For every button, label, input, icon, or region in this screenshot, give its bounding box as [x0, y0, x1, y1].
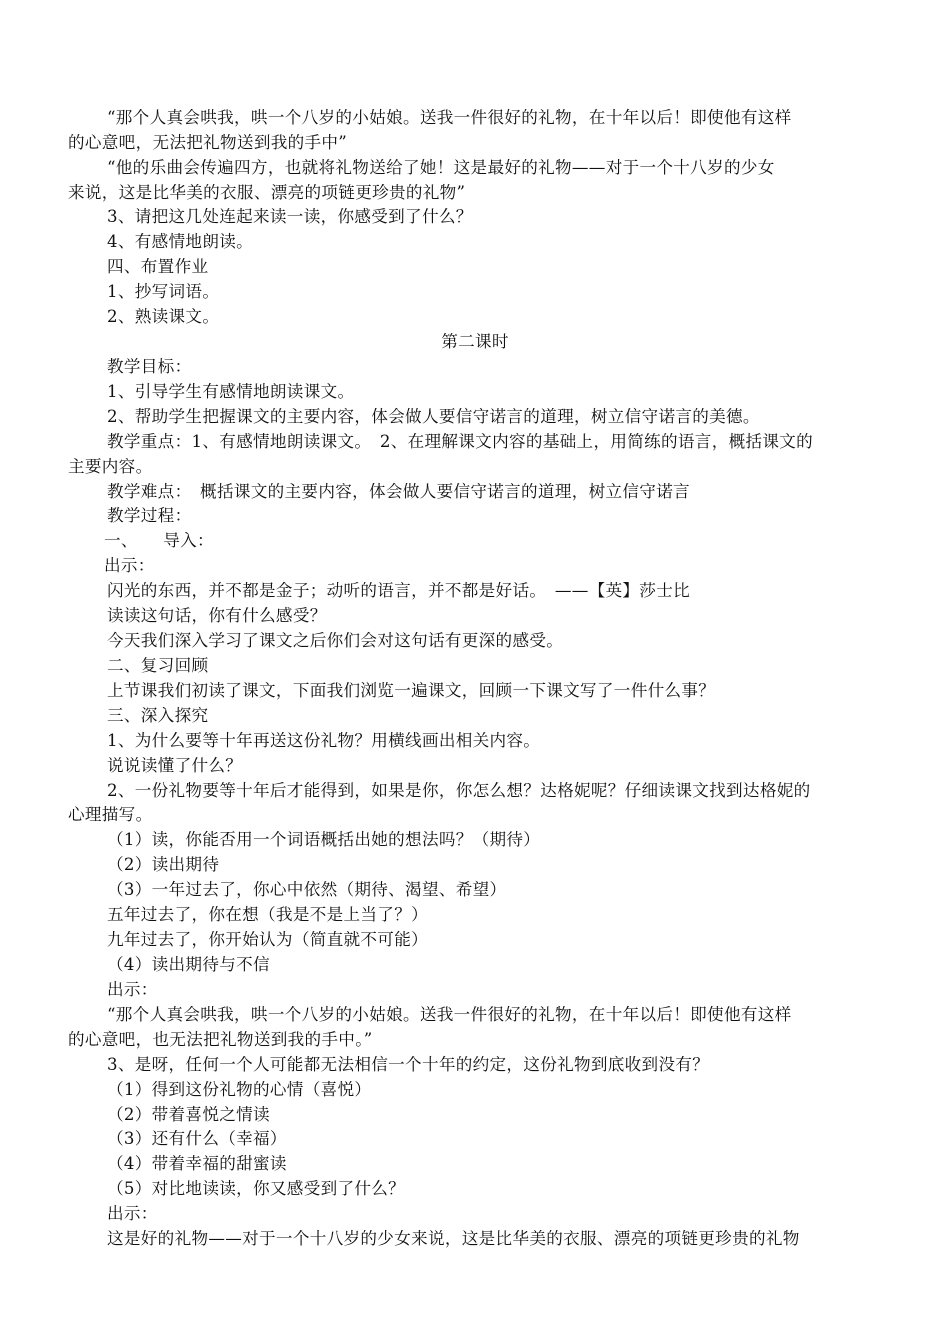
text-line: （4）带着幸福的甜蜜读: [107, 1154, 287, 1173]
text-line: 2、帮助学生把握课文的主要内容，体会做人要信守诺言的道理，树立信守诺言的美德。: [107, 407, 760, 426]
text-line: （5）对比地读读，你又感受到了什么？: [107, 1179, 406, 1198]
text-line: （4）读出期待与不信: [107, 955, 270, 974]
section-heading: 三、深入探究: [107, 706, 209, 725]
text-line: 出示：: [107, 980, 158, 999]
text-line: 3、是呀，任何一个人可能都无法相信一个十年的约定，这份礼物到底收到没有？: [107, 1055, 710, 1074]
text-line: 说说读懂了什么？: [107, 756, 243, 775]
text-line: 心理描写。: [68, 805, 153, 824]
text-line: （3）一年过去了，你心中依然（期待、渴望、希望）: [107, 880, 507, 899]
text-line: （1）得到这份礼物的心情（喜悦）: [107, 1080, 372, 1099]
text-line: 五年过去了，你在想（我是不是上当了？）: [107, 905, 428, 924]
text-line: （2）带着喜悦之情读: [107, 1105, 270, 1124]
text-line: 今天我们深入学习了课文之后你们会对这句话有更深的感受。: [107, 631, 564, 650]
text-line: 来说，这是比华美的衣服、漂亮的项链更珍贵的礼物”: [68, 183, 466, 202]
text-line: 主要内容。: [68, 457, 153, 476]
text-line: 的心意吧，无法把礼物送到我的手中”: [68, 133, 348, 152]
text-line: 1、为什么要等十年再送这份礼物？用横线画出相关内容。: [107, 731, 541, 750]
text-line: 这是好的礼物——对于一个十八岁的少女来说，这是比华美的衣服、漂亮的项链更珍贵的礼物: [107, 1229, 800, 1248]
section-heading: 二、复习回顾: [107, 656, 209, 675]
section-heading: 一、 导入：: [104, 531, 214, 550]
text-line: 教学重点：1、有感情地朗读课文。 2、在理解课文内容的基础上，用简练的语言，概括课文的: [107, 432, 814, 451]
text-line: 教学过程：: [107, 506, 192, 525]
text-line: （2）读出期待: [107, 855, 220, 874]
text-line: 出示：: [104, 556, 155, 575]
text-line: 上节课我们初读了课文，下面我们浏览一遍课文，回顾一下课文写了一件什么事？: [107, 681, 716, 700]
text-line: 3、请把这几处连起来读一读，你感受到了什么？: [107, 207, 473, 226]
text-line: “他的乐曲会传遍四方，也就将礼物送给了她！这是最好的礼物——对于一个十八岁的少女: [107, 158, 775, 177]
text-line: 出示：: [107, 1204, 158, 1223]
text-line: “那个人真会哄我，哄一个八岁的小姑娘。送我一件很好的礼物，在十年以后！即使他有这样: [107, 1005, 792, 1024]
section-heading: 四、布置作业: [107, 257, 209, 276]
text-line: 2、熟读课文。: [107, 307, 220, 326]
text-line: 1、引导学生有感情地朗读课文。: [107, 382, 355, 401]
text-line: 教学难点： 概括课文的主要内容，体会做人要信守诺言的道理，树立信守诺言: [107, 482, 690, 501]
text-line: 1、抄写词语。: [107, 282, 220, 301]
text-line: 的心意吧，也无法把礼物送到我的手中。”: [68, 1030, 373, 1049]
text-line: 读读这句话，你有什么感受？: [107, 606, 327, 625]
text-line: 2、一份礼物要等十年后才能得到，如果是你，你怎么想？达格妮呢？仔细读课文找到达格妮的: [107, 781, 811, 800]
text-line: 九年过去了，你开始认为（简直就不可能）: [107, 930, 428, 949]
text-line: （3）还有什么（幸福）: [107, 1129, 287, 1148]
lesson-title: 第二课时: [441, 332, 509, 351]
quote-line: 闪光的东西，并不都是金子；动听的语言，并不都是好话。 ——【英】莎士比: [107, 581, 690, 600]
text-line: 教学目标：: [107, 357, 192, 376]
text-line: （1）读，你能否用一个词语概括出她的想法吗？（期待）: [107, 830, 541, 849]
text-line: 4、有感情地朗读。: [107, 232, 254, 251]
text-line: “那个人真会哄我，哄一个八岁的小姑娘。送我一件很好的礼物，在十年以后！即使他有这样: [107, 108, 792, 127]
